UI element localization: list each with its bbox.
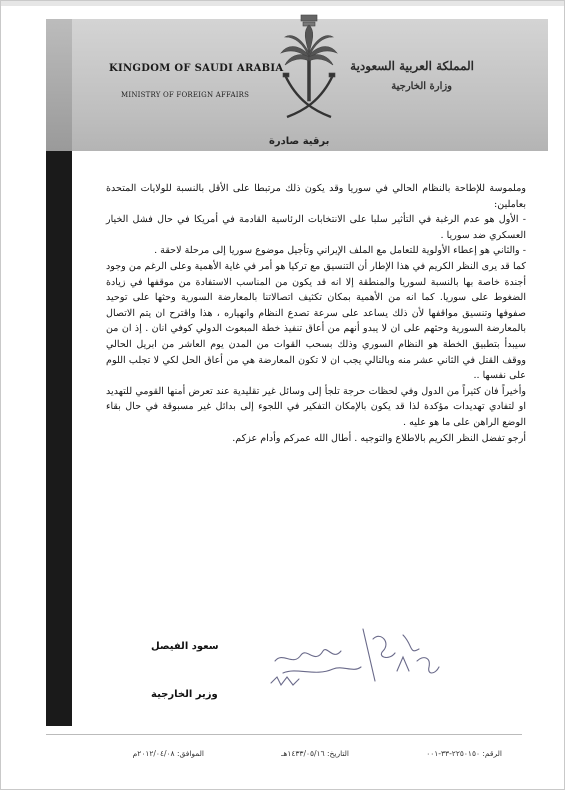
body-paragraph: وأخيراً فان كثيراً من الدول وفي لحظات حرجة تلجأ إلى وسائل غير تقليدية عند تعرض أمنها القومي للتهديد او لتفادي تهديدات مؤكدة لذا قد يكون بالإمكان التفكير في اللجوء إلى بدائل غير مسبوقة في حال بقاء الوضع الراهن على ما هو عليه .: [106, 385, 526, 428]
body-paragraph: - والثاني هو إعطاء الأولوية للتعامل مع الملف الإيراني وتأجيل موضوع سوريا إلى مرحلة لاحقة .: [154, 245, 526, 257]
margin-bar-top: [46, 19, 72, 151]
palm-swords-emblem-icon: [279, 13, 339, 128]
signatory-title: وزير الخارجية: [151, 689, 218, 700]
margin-bar: [46, 151, 72, 726]
handwritten-annotation-icon: [263, 621, 453, 691]
footer-gregorian-date: الموافق: ٢٠١٢/٠٤/٠٨م: [132, 749, 204, 758]
footer-hijri-date: التاريخ: ١٤٣٣/٠٥/١٦هـ: [281, 749, 349, 758]
top-border: [1, 1, 564, 6]
signatory-name: سعود الفيصل: [151, 641, 219, 652]
body-paragraph: أرجو تفضل النظر الكريم بالاطلاع والتوجيه . أطال الله عمركم وأدام عزكم.: [232, 432, 526, 444]
letter-body: [106, 181, 526, 446]
letterhead-arabic-subtitle: وزارة الخارجية: [391, 81, 452, 92]
letterhead-arabic-title: المملكة العربية السعودية: [350, 59, 474, 73]
cable-label: برقية صادرة: [269, 136, 330, 147]
letterhead-english-title: KINGDOM OF SAUDI ARABIA: [109, 63, 284, 74]
letterhead-english-subtitle: MINISTRY OF FOREIGN AFFAIRS: [121, 91, 250, 99]
body-paragraph: وملموسة للإطاحة بالنظام الحالي في سوريا وقد يكون ذلك مرتبطا على الأقل بالنسبة للولايات المتحدة بعاملين:: [106, 183, 526, 210]
body-paragraph: كما قد يرى النظر الكريم في هذا الإطار أن التنسيق مع تركيا هو أمر في غاية الأهمية وعلى الرغم من وجود أجندة خاصة بها بالنسبة لسوريا والمنطقة إلا انه قد يكون من المناسب الاستفادة من موقفها في زيادة الضغوط على سوريا. كما انه من الأهمية بمكان تكثيف اتصالاتنا بالمعارضة السورية وحثها على توحيد صفوفها وتنسيق مواقفها لأن ذلك يساعد على سرعة تصدع النظام وانهياره ، هذا واقترح ان يتم الاتصال بالمعارضة السورية وحثهم على ان لا يبدو أنهم من أعاق تنفيذ خطة المبعوث الدولي كوفي انان . إذ ان من سيبدأ بتطبيق الخطة هو النظام السوري وذلك بسحب القوات من المدن يوم العاشر من ابريل الحالي ووقف القتل في الثاني عشر منه وبالتالي يجب ان لا تكون المعارضة هي من أعاق الحل لكي لا تجلب اللوم على نفسها ..: [106, 260, 526, 382]
body-paragraph: - الأول هو عدم الرغبة في التأثير سلبا على الانتخابات الرئاسية القادمة في أمريكا في حال فشل الخيار العسكري ضد سوريا .: [106, 214, 526, 241]
footer-reference-number: الرقم: ٢٢٥٠١٥٠-٣٣-٠٠١: [426, 749, 502, 758]
footer-divider: [46, 734, 522, 735]
